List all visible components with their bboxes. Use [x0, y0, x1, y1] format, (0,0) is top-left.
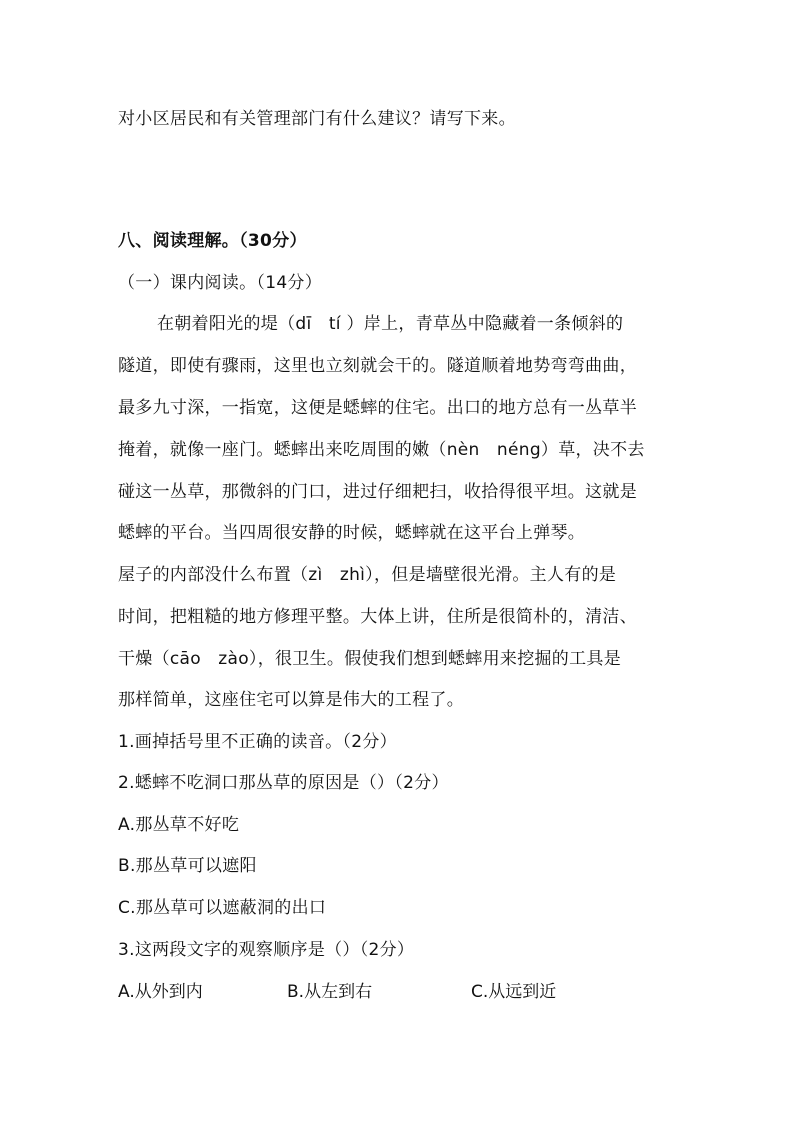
question-3-option-c: C.从远到近 — [471, 982, 557, 1002]
passage-line: 碰这一丛草，那微斜的门口，进过仔细耙扫，收拾得很平坦。这就是 — [118, 482, 637, 502]
passage-line: 在朝着阳光的堤（dī tí ）岸上，青草丛中隐藏着一条倾斜的 — [157, 314, 624, 334]
passage-line: 掩着，就像一座门。蟋蟀出来吃周围的嫩（nèn néng）草，决不去 — [118, 440, 645, 460]
passage-line: 屋子的内部没什么布置（zì zhì），但是墙壁很光滑。主人有的是 — [118, 565, 617, 585]
section-title: 八、阅读理解。（30分） — [118, 231, 307, 251]
passage-line: 那样简单，这座住宅可以算是伟大的工程了。 — [118, 690, 464, 710]
question-2-option-b: B.那丛草可以遮阳 — [118, 856, 257, 876]
question-2-option-c: C.那丛草可以遮蔽洞的出口 — [118, 898, 327, 918]
passage-line: 时间，把粗糙的地方修理平整。大体上讲，住所是很简朴的，清洁、 — [118, 607, 637, 627]
question-3: 3.这两段文字的观察顺序是（）（2分） — [118, 940, 415, 960]
passage-line: 蟋蟀的平台。当四周很安静的时候，蟋蟀就在这平台上弹琴。 — [118, 523, 586, 543]
question-3-option-b: B.从左到右 — [287, 982, 373, 1002]
question-2: 2.蟋蟀不吃洞口那丛草的原因是（）（2分） — [118, 773, 449, 793]
question-1: 1.画掉括号里不正确的读音。（2分） — [118, 732, 397, 752]
subsection-title: （一）课内阅读。（14分） — [118, 273, 323, 293]
passage-line: 隧道，即使有骤雨，这里也立刻就会干的。隧道顺着地势弯弯曲曲， — [118, 356, 637, 376]
question-2-option-a: A.那丛草不好吃 — [118, 815, 240, 835]
passage-line: 干燥（cāo zào），很卫生。假使我们想到蟋蟀用来挖掘的工具是 — [118, 649, 622, 669]
top-line: 对小区居民和有关管理部门有什么建议？请写下来。 — [118, 109, 516, 129]
passage-line: 最多九寸深，一指宽，这便是蟋蟀的住宅。出口的地方总有一丛草半 — [118, 398, 637, 418]
question-3-option-a: A.从外到内 — [118, 982, 203, 1002]
